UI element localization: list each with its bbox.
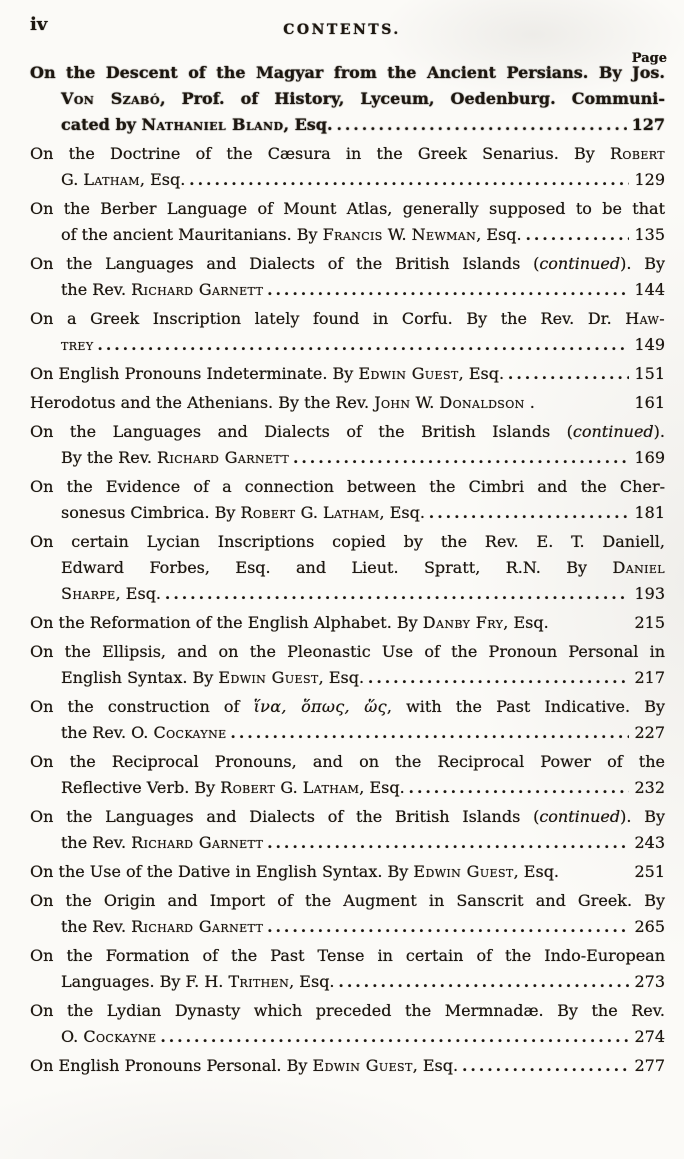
toc-entry	[30, 639, 665, 691]
toc-line	[61, 665, 665, 691]
entry-text-segment: English Syntax. By	[61, 668, 219, 687]
entry-text-segment: cated by	[61, 115, 142, 134]
dot-leader	[368, 665, 629, 691]
entry-text-segment: continued	[572, 422, 654, 441]
entry-text	[30, 309, 665, 328]
toc-entry	[30, 610, 665, 636]
entry-text	[30, 697, 665, 716]
toc-line	[30, 749, 665, 775]
entry-text-segment: of the ancient Mauritanians. By	[61, 225, 323, 244]
toc-entry	[30, 361, 665, 387]
entry-text-segment: ). By	[620, 807, 665, 826]
toc-entry	[30, 943, 665, 995]
toc-line	[30, 419, 665, 445]
entry-text	[61, 914, 263, 940]
page-number: 135	[634, 225, 665, 244]
toc-entry	[30, 694, 665, 746]
author-name: Cockayne	[153, 723, 227, 742]
entry-text	[61, 277, 263, 303]
dot-leader	[165, 581, 629, 607]
entry-text	[30, 144, 665, 163]
entry-text-segment: On the Berber Language of Mount Atlas, generally supposed to be that	[30, 199, 665, 218]
toc-line	[61, 775, 665, 801]
entry-text	[30, 63, 665, 82]
toc-line	[30, 998, 665, 1024]
toc-line	[30, 1053, 665, 1079]
entry-text	[30, 254, 665, 273]
author-name: Donaldson	[439, 393, 525, 412]
dot-leader	[267, 277, 629, 303]
author-name: Edwin Guest	[218, 668, 319, 687]
entry-text-segment: On the Use of the Dative in English Syntax. By	[30, 862, 414, 881]
author-name: Robert	[609, 144, 665, 163]
author-name: Richard Garnett	[157, 448, 290, 467]
contents-title: CONTENTS.	[283, 22, 401, 38]
entry-text-segment: ). By	[620, 254, 665, 273]
entry-text-segment: On the Lydian Dynasty which preceded the Mermnadæ. By the Rev.	[30, 1001, 665, 1020]
author-name: Edwin Guest	[413, 862, 514, 881]
entry-text	[30, 199, 665, 218]
entry-text-segment: On a Greek Inscription lately found in Corfu. By the Rev. Dr.	[30, 309, 626, 328]
toc-line	[61, 969, 665, 995]
page-number: 129	[634, 170, 665, 189]
page-number: 232	[634, 778, 665, 797]
entry-text	[61, 665, 364, 691]
entry-text-segment: On the Evidence of a connection between the Cimbri and the Cher-	[30, 477, 665, 496]
entry-text-segment: On the Reciprocal Pronouns, and on the Reciprocal Power of the	[30, 752, 665, 771]
toc-line	[61, 277, 665, 303]
entry-text	[30, 859, 559, 885]
entry-text	[61, 332, 94, 358]
entry-text-segment: By the Rev.	[61, 448, 157, 467]
entry-text	[61, 720, 227, 746]
entry-text-segment: On the Descent of the Magyar from the Ancient Persians. By Jos.	[30, 63, 665, 82]
author-name: Robert	[240, 503, 296, 522]
entry-text	[30, 422, 665, 441]
author-name: Latham	[302, 778, 360, 797]
page-number: 251	[634, 862, 665, 881]
page-number: 193	[634, 584, 665, 603]
entry-text	[30, 532, 665, 551]
author-name: Edwin Guest	[358, 364, 459, 383]
toc-line	[30, 639, 665, 665]
page-number: 127	[631, 115, 665, 134]
page-number: 149	[634, 335, 665, 354]
entry-text-segment: Languages. By F. H.	[61, 972, 229, 991]
entry-text-segment: On the construction of	[30, 697, 254, 716]
entry-text-segment: , Esq.	[318, 668, 365, 687]
entry-text-segment: the Rev.	[61, 917, 132, 936]
entry-text-segment: On certain Lycian Inscriptions copied by the Rev. E. T. Daniell,	[30, 532, 665, 551]
page-number: 151	[634, 364, 665, 383]
entry-text-segment: On the Languages and Dialects of the British Islands (	[30, 807, 540, 826]
toc-entry	[30, 749, 665, 801]
entry-text	[30, 1001, 665, 1020]
author-name: trey	[61, 335, 94, 354]
toc-entries	[30, 60, 665, 1082]
toc-line	[61, 222, 665, 248]
author-name: Cockayne	[83, 1027, 157, 1046]
page-number: 274	[634, 1027, 665, 1046]
entry-text	[61, 969, 335, 995]
dot-leader	[337, 112, 627, 138]
entry-text-segment: , Esq.	[283, 115, 333, 134]
author-name: Richard Garnett	[131, 280, 264, 299]
toc-entry	[30, 474, 665, 526]
toc-entry	[30, 306, 665, 358]
author-name: Edwin Guest	[312, 1056, 413, 1075]
toc-line	[30, 529, 665, 555]
entry-text-segment: the Rev.	[61, 280, 132, 299]
entry-text-segment: , Esq.	[412, 1056, 459, 1075]
author-name: Richard Garnett	[131, 833, 264, 852]
dot-leader	[508, 361, 629, 387]
author-name: Francis	[322, 225, 383, 244]
toc-entry	[30, 419, 665, 471]
entry-text	[30, 477, 665, 496]
toc-line	[30, 251, 665, 277]
entry-text-segment: , Esq.	[513, 862, 560, 881]
page-number: 227	[634, 723, 665, 742]
toc-line	[61, 167, 665, 193]
entry-text-segment: , Prof. of History, Lyceum, Oedenburg. Communi-	[159, 89, 665, 108]
dot-leader	[98, 332, 630, 358]
toc-line	[30, 141, 665, 167]
entry-text-segment: , Esq.	[359, 778, 405, 797]
entry-text-segment: , Esq.	[476, 225, 522, 244]
page-number: 273	[634, 972, 665, 991]
toc-line	[61, 86, 665, 112]
dot-leader	[339, 969, 630, 995]
entry-text-segment: On the Languages and Dialects of the British Islands (	[30, 422, 573, 441]
page-number: 265	[634, 917, 665, 936]
entry-text	[61, 89, 665, 108]
entry-text-segment: On English Pronouns Indeterminate. By	[30, 364, 359, 383]
entry-text-segment: W.	[382, 225, 412, 244]
page-number: 243	[634, 833, 665, 852]
entry-text	[30, 946, 665, 965]
author-name: Newman	[411, 225, 477, 244]
toc-entry	[30, 888, 665, 940]
toc-line	[61, 500, 665, 526]
dot-leader	[267, 914, 629, 940]
page-number: 144	[634, 280, 665, 299]
dot-leader	[160, 1024, 629, 1050]
entry-text-segment: , Esq.	[379, 503, 425, 522]
toc-line	[61, 445, 665, 471]
toc-entry	[30, 141, 665, 193]
toc-entry	[30, 859, 665, 885]
author-name: Haw-	[625, 309, 665, 328]
toc-line	[61, 1024, 665, 1050]
author-name: Latham	[323, 503, 380, 522]
dot-leader	[189, 167, 629, 193]
entry-text	[61, 558, 665, 577]
entry-text	[61, 500, 425, 526]
toc-line	[30, 888, 665, 914]
page-column-label: Page	[631, 51, 667, 66]
entry-text	[61, 112, 333, 138]
toc-line	[30, 694, 665, 720]
entry-text	[30, 1053, 458, 1079]
entry-text-segment: continued	[539, 254, 621, 273]
author-name: Trithen	[228, 972, 290, 991]
dot-leader	[293, 445, 629, 471]
toc-line	[30, 60, 665, 86]
toc-line	[30, 859, 665, 885]
entry-text-segment: G.	[61, 170, 84, 189]
entry-text-segment: On the Origin and Import of the Augment in Sanscrit and Greek. By	[30, 891, 665, 910]
entry-text	[30, 752, 665, 771]
entry-text-segment: the Rev.	[61, 833, 132, 852]
entry-text-segment: On English Pronouns Personal. By	[30, 1056, 313, 1075]
dot-leader	[231, 720, 630, 746]
toc-line	[61, 720, 665, 746]
entry-text-segment: On the Reformation of the English Alphabet. By	[30, 613, 423, 632]
toc-line	[30, 610, 665, 636]
page-number: 215	[634, 613, 665, 632]
author-name: Nathaniel Bland	[141, 115, 284, 134]
page-number: 217	[634, 668, 665, 687]
entry-text-segment: ).	[653, 422, 665, 441]
entry-text-segment: , with the Past Indicative. By	[386, 697, 665, 716]
page-number: 169	[634, 448, 665, 467]
entry-text-segment: , Esq.	[458, 364, 505, 383]
entry-text-segment: .	[524, 393, 535, 412]
author-name: Robert	[220, 778, 276, 797]
entry-text-segment: Reflective Verb. By	[61, 778, 221, 797]
toc-line	[30, 361, 665, 387]
toc-entry	[30, 804, 665, 856]
toc-entry	[30, 196, 665, 248]
dot-leader	[409, 775, 630, 801]
author-name: Danby Fry	[422, 613, 504, 632]
entry-text-segment: Herodotus and the Athenians. By the Rev.	[30, 393, 375, 412]
toc-line	[30, 306, 665, 332]
toc-line	[61, 332, 665, 358]
author-name: Latham	[83, 170, 140, 189]
toc-line	[30, 943, 665, 969]
entry-text-segment: , Esq.	[115, 584, 162, 603]
page-number: 161	[634, 393, 665, 412]
page-number: 277	[634, 1056, 665, 1075]
toc-entry	[30, 529, 665, 607]
entry-text	[61, 167, 185, 193]
entry-text-segment: continued	[539, 807, 621, 826]
author-name: Daniel	[612, 558, 665, 577]
entry-text	[61, 222, 522, 248]
entry-text	[61, 775, 405, 801]
author-name: John	[374, 393, 411, 412]
entry-text-segment: Edward Forbes, Esq. and Lieut. Spratt, R.N. By	[61, 558, 613, 577]
toc-line	[61, 112, 665, 138]
toc-line	[30, 196, 665, 222]
entry-text	[61, 445, 289, 471]
dot-leader	[429, 500, 630, 526]
entry-text-segment: On the Languages and Dialects of the British Islands (	[30, 254, 540, 273]
toc-line	[61, 830, 665, 856]
entry-text-segment: the Rev. O.	[61, 723, 154, 742]
entry-text-segment: On the Formation of the Past Tense in certain of the Indo-European	[30, 946, 665, 965]
entry-text-segment: ἵνα, ὅπως, ὥς	[253, 697, 387, 716]
entry-text	[61, 830, 263, 856]
toc-entry	[30, 390, 665, 416]
entry-text-segment: , Esq.	[289, 972, 335, 991]
toc-line	[61, 581, 665, 607]
entry-text-segment: G.	[275, 778, 303, 797]
dot-leader	[526, 222, 630, 248]
author-name: Von Szabó	[61, 89, 160, 108]
dot-leader	[462, 1053, 629, 1079]
entry-text	[30, 891, 665, 910]
author-name: Richard Garnett	[131, 917, 264, 936]
entry-text-segment: O.	[61, 1027, 84, 1046]
author-name: Sharpe	[61, 584, 116, 603]
toc-line	[61, 914, 665, 940]
entry-text	[30, 390, 535, 416]
toc-entry	[30, 60, 665, 138]
toc-line	[30, 804, 665, 830]
entry-text-segment: G.	[295, 503, 324, 522]
toc-entry	[30, 998, 665, 1050]
entry-text	[30, 610, 549, 636]
entry-text-segment: sonesus Cimbrica. By	[61, 503, 241, 522]
page-number: 181	[634, 503, 665, 522]
entry-text-segment: W.	[410, 393, 440, 412]
entry-text-segment: , Esq.	[139, 170, 186, 189]
folio-number: iv	[30, 14, 48, 35]
entry-text-segment: , Esq.	[503, 613, 549, 632]
toc-line	[30, 390, 665, 416]
entry-text	[30, 361, 504, 387]
entry-text-segment: On the Doctrine of the Cæsura in the Greek Senarius. By	[30, 144, 610, 163]
entry-text	[30, 642, 665, 661]
entry-text	[61, 581, 161, 607]
toc-entry	[30, 251, 665, 303]
toc-entry	[30, 1053, 665, 1079]
entry-text-segment: On the Ellipsis, and on the Pleonastic Use of the Pronoun Personal in	[30, 642, 665, 661]
toc-line	[30, 474, 665, 500]
toc-line	[61, 555, 665, 581]
entry-text	[61, 1024, 156, 1050]
entry-text	[30, 807, 665, 826]
dot-leader	[267, 830, 629, 856]
